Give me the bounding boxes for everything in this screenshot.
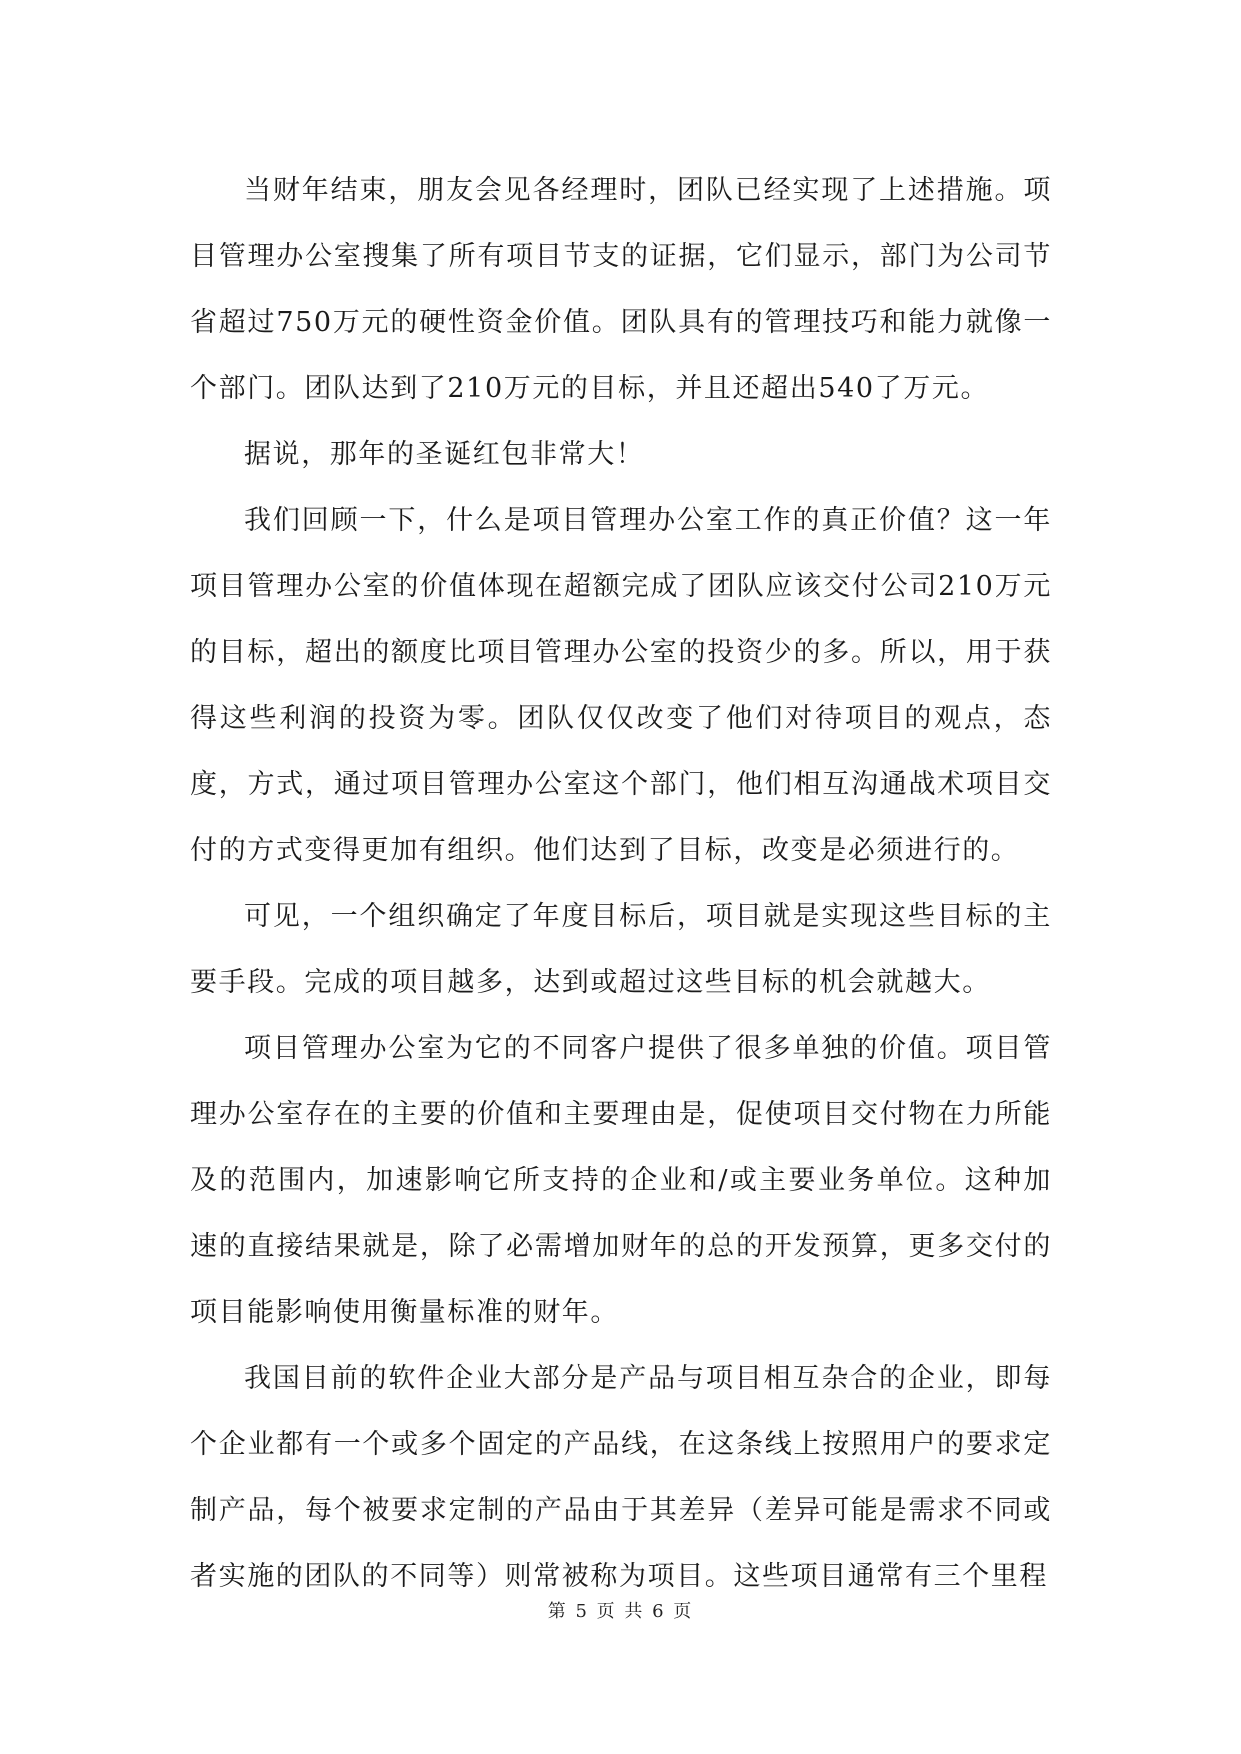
document-body	[190, 158, 1052, 1610]
paragraph: 我们回顾一下，什么是项目管理办公室工作的真正价值？这一年项目管理办公室的价值体现在超额完成了团队应该交付公司210万元的目标，超出的额度比项目管理办公室的投资少的多。所以，用于获得这些利润的投资为零。团队仅仅改变了他们对待项目的观点，态度，方式，通过项目管理办公室这个部门，他们相互沟通战术项目交付的方式变得更加有组织。他们达到了目标，改变是必须进行的。	[190, 505, 1052, 866]
page-footer	[0, 1597, 1241, 1623]
paragraph: 当财年结束，朋友会见各经理时，团队已经实现了上述措施。项目管理办公室搜集了所有项目节支的证据，它们显示，部门为公司节省超过750万元的硬性资金价值。团队具有的管理技巧和能力就像一个部门。团队达到了210万元的目标，并且还超出540了万元。	[190, 175, 1052, 404]
paragraph: 我国目前的软件企业大部分是产品与项目相互杂合的企业，即每个企业都有一个或多个固定的产品线，在这条线上按照用户的要求定制产品，每个被要求定制的产品由于其差异（差异可能是需求不同或者实施的团队的不同等）则常被称为项目。这些项目通常有三个里程	[190, 1363, 1052, 1592]
paragraph: 项目管理办公室为它的不同客户提供了很多单独的价值。项目管理办公室存在的主要的价值和主要理由是，促使项目交付物在力所能及的范围内，加速影响它所支持的企业和/或主要业务单位。这种加速的直接结果就是，除了必需增加财年的总的开发预算，更多交付的项目能影响使用衡量标准的财年。	[190, 1033, 1052, 1328]
paragraph: 可见，一个组织确定了年度目标后，项目就是实现这些目标的主要手段。完成的项目越多，达到或超过这些目标的机会就越大。	[190, 901, 1052, 998]
page-number-label: 第 5 页 共 6 页	[547, 1601, 694, 1622]
paragraph: 据说，那年的圣诞红包非常大！	[244, 439, 645, 470]
